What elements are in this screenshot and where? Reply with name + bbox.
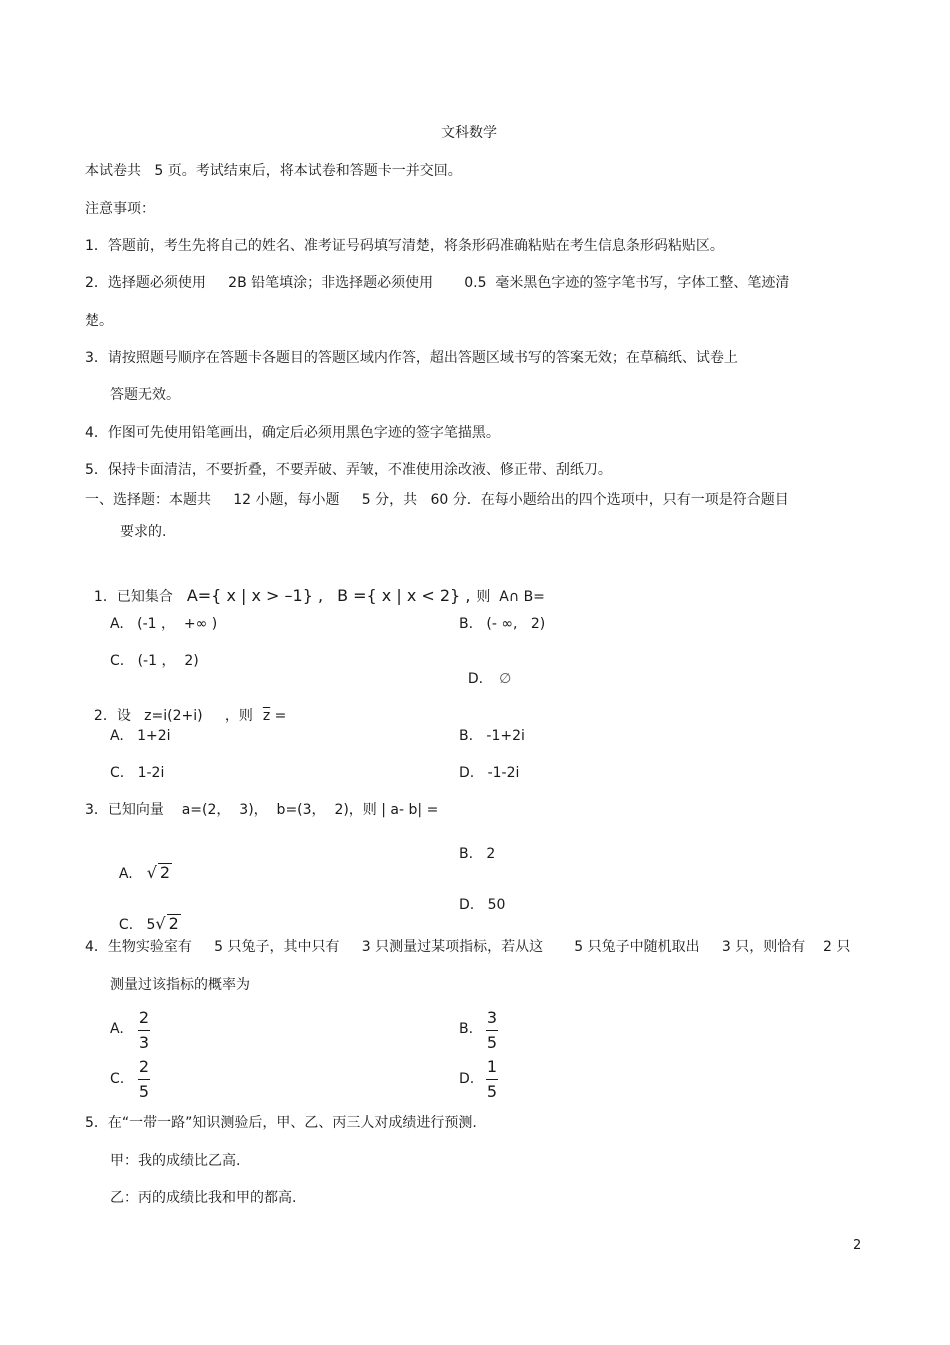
- q3-option-c-label: C. 5: [118, 917, 156, 933]
- section-heading-cont: 要求的.: [120, 524, 167, 540]
- fraction-bar: [138, 1079, 150, 1080]
- q3-option-a-radicand: 2: [159, 863, 171, 882]
- q2-stem: [85, 689, 286, 725]
- denominator: 5: [486, 1082, 498, 1101]
- q1-option-b: B. (- ∞, 2): [459, 616, 546, 632]
- page-title: 文科数学: [441, 125, 497, 141]
- section-heading: 一、选择题：本题共 12 小题，每小题 5 分，共 60 分．在每小题给出的四个选项中，只有一项是符合题目: [85, 492, 789, 508]
- numerator: 3: [486, 1008, 498, 1027]
- notice-item: 楚。: [85, 313, 113, 329]
- numerator: 2: [138, 1057, 150, 1076]
- q2-option-c: C. 1-2i: [110, 765, 165, 781]
- q3-option-a: [110, 845, 172, 883]
- q1-stem: [85, 569, 545, 606]
- q1-option-c: C. (-1 ， 2): [110, 653, 199, 669]
- notice-item: 2．选择题必须使用 2B 铅笔填涂；非选择题必须使用 0.5 毫米黑色字迹的签字笔书写，字体工整、笔迹清: [85, 275, 790, 291]
- q1-option-d-label: D.: [467, 671, 484, 687]
- q2-option-d: D. -1-2i: [459, 765, 520, 781]
- q3-option-a-label: A.: [118, 866, 133, 882]
- q1-stem-lead: 1．已知集合: [93, 589, 173, 605]
- denominator: 5: [138, 1082, 150, 1101]
- q4-option-a-fraction: [138, 1008, 150, 1053]
- denominator: 5: [486, 1033, 498, 1052]
- q2-option-b: B. -1+2i: [459, 728, 525, 744]
- q1-stem-tail: 则 A∩ B=: [476, 589, 545, 605]
- q3-stem: 3．已知向量 a=(2， 3)， b=(3， 2)，则 | a- b| =: [85, 802, 439, 818]
- notice-title: 注意事项：: [85, 201, 155, 217]
- q3-option-c-radicand: 2: [168, 914, 179, 933]
- q4-option-c-fraction: [138, 1057, 150, 1102]
- page-number: 2: [853, 1238, 862, 1253]
- sqrt-symbol: √ 2: [146, 863, 171, 882]
- q4-stem: 4．生物实验室有 5 只兔子，其中只有 3 只测量过某项指标，若从这 5 只兔子中随机取出 3 只，则恰有 2 只: [85, 939, 851, 955]
- q1-set-b: B ={ x | x < 2} ,: [337, 586, 471, 605]
- q4-option-c-label: C.: [110, 1071, 125, 1087]
- q1-option-d: [459, 652, 511, 688]
- intro-text: 本试卷共 5 页。考试结束后，将本试卷和答题卡一并交回。: [85, 163, 462, 179]
- notice-item: 1．答题前，考生先将自己的姓名、准考证号码填写清楚，将条形码准确粘贴在考生信息条形码粘贴区。: [85, 238, 724, 254]
- q2-zbar: $\overline{z}$: [262, 708, 271, 724]
- q5-statement-yi: 乙：丙的成绩比我和甲的都高.: [110, 1190, 297, 1206]
- q4-stem-cont: 测量过该指标的概率为: [110, 977, 250, 993]
- sqrt-symbol: √ 2: [155, 914, 179, 933]
- q5-stem: 5．在“一带一路”知识测验后，甲、乙、丙三人对成绩进行预测.: [85, 1115, 477, 1131]
- q3-option-d: D. 50: [459, 897, 506, 913]
- empty-set-symbol: ∅: [499, 671, 512, 687]
- q4-option-d-label: D.: [459, 1071, 475, 1087]
- q5-statement-jia: 甲：我的成绩比乙高.: [110, 1153, 241, 1169]
- notice-item: 答题无效。: [110, 387, 180, 403]
- denominator: 3: [138, 1033, 150, 1052]
- q1-set-a: A={ x | x > –1} ,: [186, 586, 324, 605]
- notice-item: 3．请按照题号顺序在答题卡各题目的答题区域内作答，超出答题区域书写的答案无效；在草稿纸、试卷上: [85, 350, 738, 366]
- fraction-bar: [486, 1079, 498, 1080]
- fraction-bar: [138, 1030, 150, 1031]
- q3-option-b: B. 2: [459, 846, 496, 862]
- notice-item: 4．作图可先使用铅笔画出，确定后必须用黑色字迹的签字笔描黑。: [85, 425, 500, 441]
- q2-option-a: A. 1+2i: [110, 728, 171, 744]
- q2-stem-lead: 2．设 z=i(2+i) ，则: [93, 708, 253, 724]
- fraction-bar: [486, 1030, 498, 1031]
- q3-option-c: [110, 896, 181, 934]
- q4-option-a-label: A.: [110, 1021, 124, 1037]
- q4-option-b-label: B.: [459, 1021, 474, 1037]
- notice-item: 5．保持卡面清洁，不要折叠，不要弄破、弄皱，不准使用涂改液、修正带、刮纸刀。: [85, 462, 612, 478]
- numerator: 2: [138, 1008, 150, 1027]
- numerator: 1: [486, 1057, 498, 1076]
- q2-stem-tail: =: [270, 708, 287, 724]
- q4-option-d-fraction: [486, 1057, 498, 1102]
- q4-option-b-fraction: [486, 1008, 498, 1053]
- q1-option-a: A. (-1 ， +∞ ): [110, 616, 218, 632]
